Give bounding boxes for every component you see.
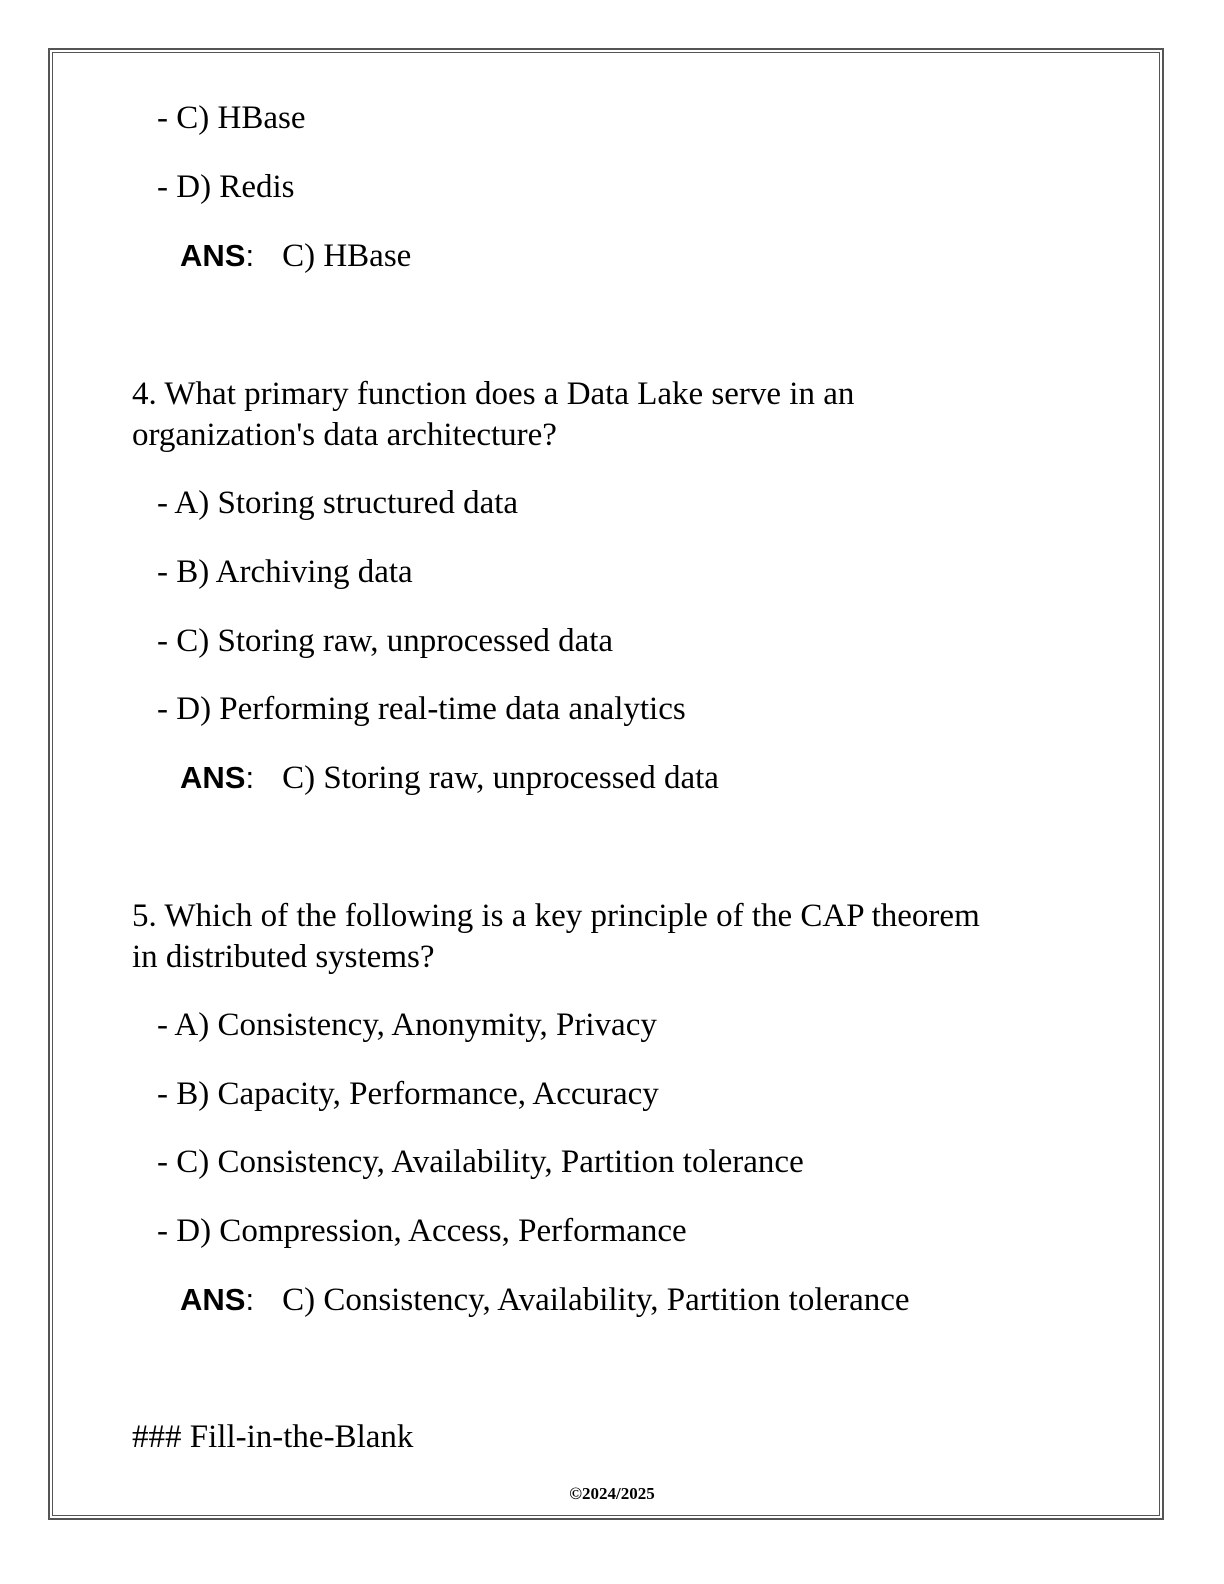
answer-label: ANS (180, 1282, 246, 1317)
q4-option-a: - A) Storing structured data (157, 485, 519, 521)
answer-colon: : (245, 760, 255, 795)
q4-question-line1: 4. What primary function does a Data Lake serve in an (132, 376, 855, 412)
q5-option-a: - A) Consistency, Anonymity, Privacy (157, 1007, 657, 1043)
q5-option-d: - D) Compression, Access, Performance (157, 1213, 687, 1249)
answer-label: ANS (180, 760, 246, 795)
answer-text: C) HBase (282, 238, 412, 274)
q5-option-b: - B) Capacity, Performance, Accuracy (157, 1076, 659, 1112)
section-heading: ### Fill-in-the-Blank (132, 1419, 414, 1455)
q4-answer (180, 758, 719, 798)
q4-option-d: - D) Performing real-time data analytics (157, 691, 686, 727)
q4-option-b: - B) Archiving data (157, 554, 413, 590)
answer-colon: : (245, 1282, 255, 1317)
q3-option-c: - C) HBase (157, 100, 306, 136)
q4-question-line2: organization's data architecture? (132, 417, 557, 453)
answer-text: C) Storing raw, unprocessed data (282, 760, 719, 796)
q3-option-d: - D) Redis (157, 169, 295, 205)
q4-option-c: - C) Storing raw, unprocessed data (157, 623, 614, 659)
q5-question-line1: 5. Which of the following is a key principle of the CAP theorem (132, 898, 980, 934)
q3-answer (180, 236, 411, 276)
answer-text: C) Consistency, Availability, Partition tolerance (282, 1282, 910, 1318)
q5-question-line2: in distributed systems? (132, 939, 435, 975)
answer-colon: : (245, 238, 255, 273)
answer-label: ANS (180, 238, 246, 273)
q5-answer (180, 1280, 910, 1320)
q5-option-c: - C) Consistency, Availability, Partition tolerance (157, 1144, 804, 1180)
copyright-footer: ©2024/2025 (569, 1484, 655, 1503)
